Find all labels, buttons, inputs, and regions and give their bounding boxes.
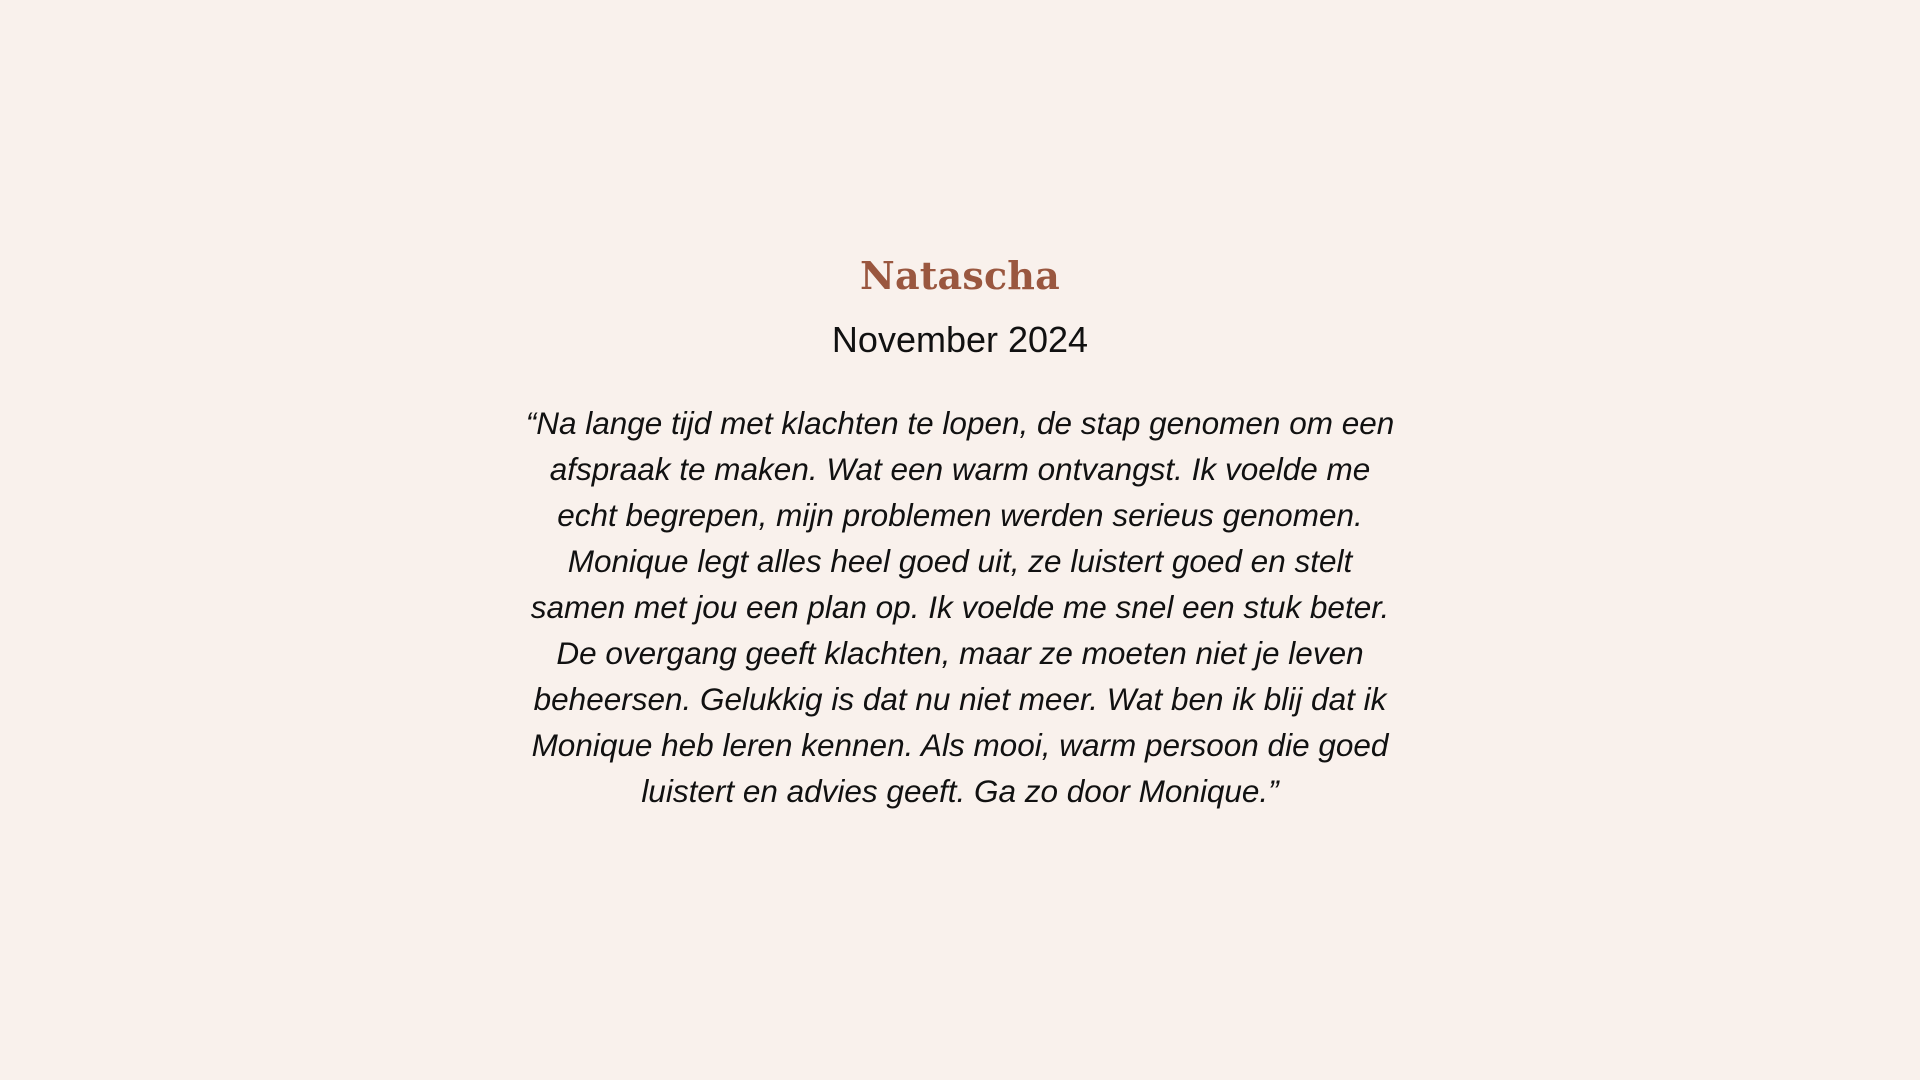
testimonial-author: Natascha [860, 253, 1060, 298]
testimonial-date: November 2024 [831, 319, 1089, 360]
testimonial-card [500, 252, 1420, 814]
testimonial-quote: “Na lange tijd met klachten te lopen, de stap genomen om een afspraak te maken. Wat een warm ontvangst. Ik voelde me echt begrepen, mijn problemen werden serieus genomen. Monique legt alles heel goed uit, ze luistert goed en stelt samen met jou een plan op. Ik voelde me snel een stuk beter. De overgang geeft klachten, maar ze moeten niet je leven beheersen. Gelukkig is dat nu niet meer. Wat ben ik blij dat ik Monique heb leren kennen. Als mooi, warm persoon die goed luistert en advies geeft. Ga zo door Monique.” [525, 405, 1395, 809]
